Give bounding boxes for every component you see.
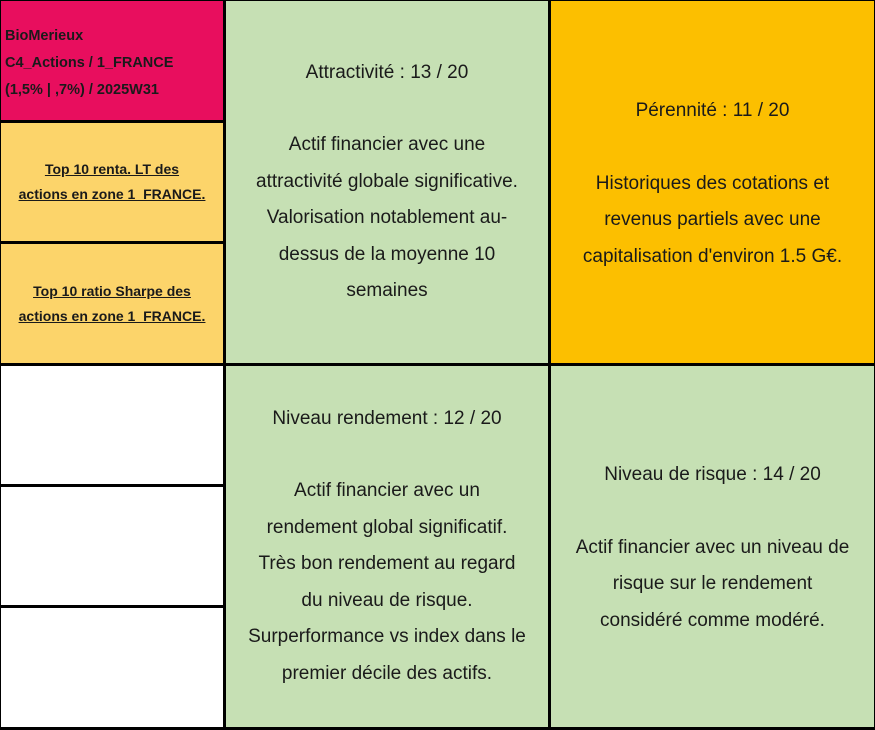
rendement-cell xyxy=(226,366,548,727)
asset-category: C4_Actions / 1_FRANCE xyxy=(5,55,174,71)
rendement-description: Actif financier avec un rendement global significatif. Très bon rendement au regard du niveau de risque. Surperformance vs index dans le premier décile des actifs. xyxy=(248,480,526,684)
risque-description: Actif financier avec un niveau de risque sur le rendement considéré comme modéré. xyxy=(575,536,850,631)
risque-score: Niveau de risque : 14 / 20 xyxy=(604,464,821,485)
top10-renta-link[interactable]: Top 10 renta. LT des actions en zone 1_FRANCE. xyxy=(18,161,206,202)
asset-name: BioMerieux xyxy=(5,28,84,44)
attractivite-cell xyxy=(226,1,548,363)
top10-renta-cell[interactable] xyxy=(1,123,223,241)
perennite-description: Historiques des cotations et revenus partiels avec une capitalisation d'environ 1.5 G€. xyxy=(582,172,843,267)
risque-cell xyxy=(551,366,874,727)
rendement-score: Niveau rendement : 12 / 20 xyxy=(272,407,502,429)
asset-period: (1,5% | ,7%) / 2025W31 xyxy=(5,82,159,98)
asset-header-cell xyxy=(1,1,223,120)
perennite-cell xyxy=(551,1,874,363)
top10-sharpe-cell[interactable] xyxy=(1,244,223,363)
empty-cell-2 xyxy=(1,487,223,605)
empty-cell-3 xyxy=(1,608,223,727)
attractivite-score: Attractivité : 13 / 20 xyxy=(305,61,469,83)
top10-sharpe-link[interactable]: Top 10 ratio Sharpe des actions en zone 1_FRANCE. xyxy=(18,282,206,324)
attractivite-description: Actif financier avec une attractivité globale significative. Valorisation notablement au- dessus de la moyenne 10 semaines xyxy=(256,134,518,301)
perennite-score: Pérennité : 11 / 20 xyxy=(635,100,790,121)
empty-cell-1 xyxy=(1,366,223,484)
